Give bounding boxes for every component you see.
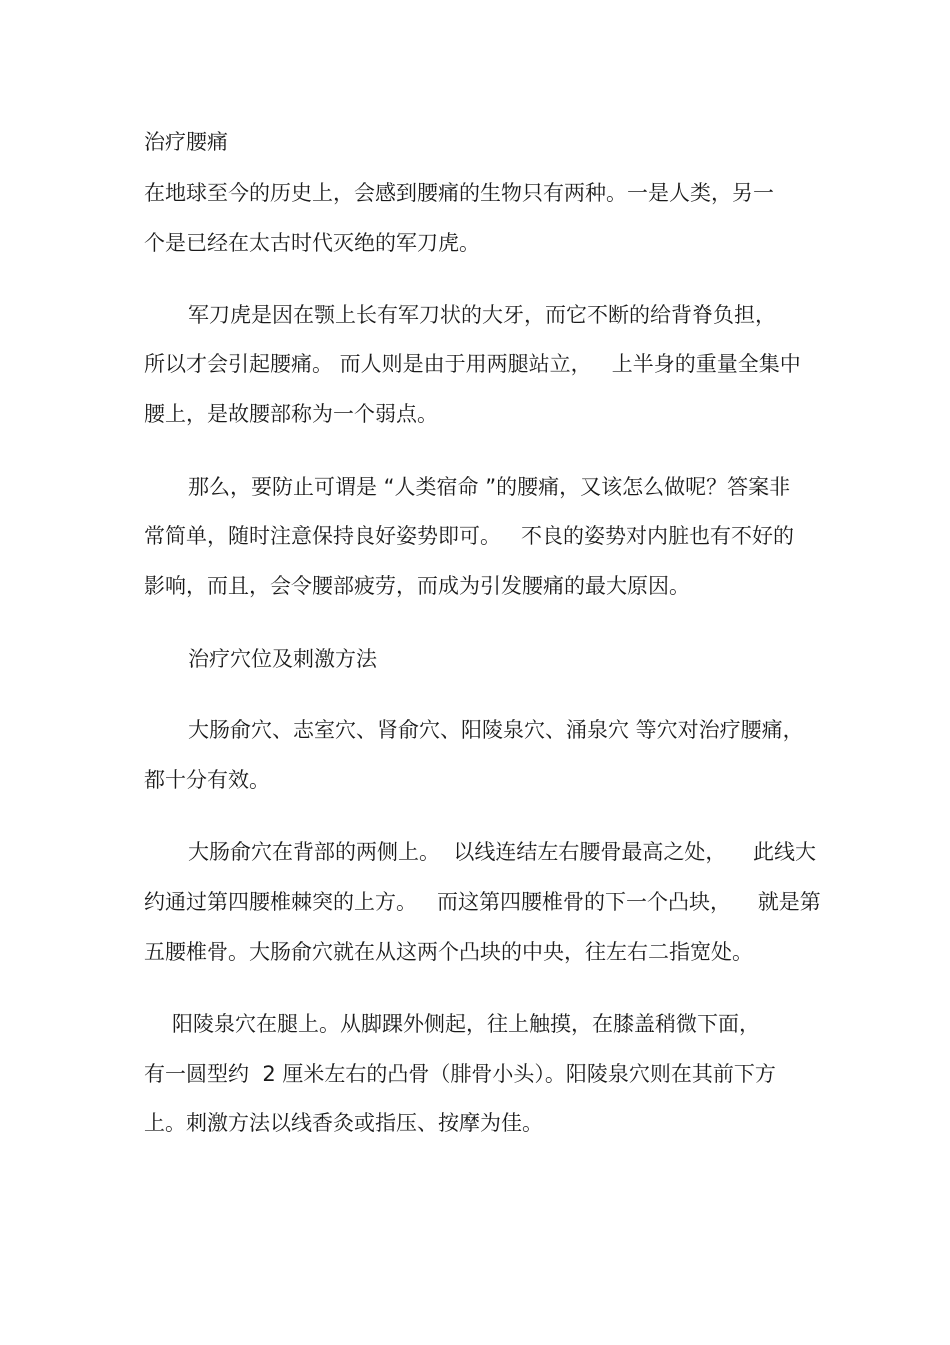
- document-title: 治疗腰痛: [144, 130, 228, 154]
- paragraph-line: 大肠俞穴、志室穴、肾俞穴、阳陵泉穴、涌泉穴 等穴对治疗腰痛，: [188, 718, 804, 742]
- paragraph-line: 军刀虎是因在颚上长有军刀状的大牙，而它不断的给背脊负担，: [188, 303, 776, 327]
- paragraph-line: 在地球至今的历史上，会感到腰痛的生物只有两种。一是人类，另一: [144, 181, 774, 205]
- paragraph-line: 影响，而且，会令腰部疲劳，而成为引发腰痛的最大原因。: [144, 574, 690, 598]
- paragraph-line: 个是已经在太古时代灭绝的军刀虎。: [144, 231, 480, 255]
- section-heading-text: 治疗穴位及刺激方法: [188, 647, 377, 671]
- paragraph-line: 腰上，是故腰部称为一个弱点。: [144, 402, 438, 426]
- paragraph-line: 上。刺激方法以线香灸或指压、按摩为佳。: [144, 1111, 543, 1135]
- paragraph-line: 五腰椎骨。大肠俞穴就在从这两个凸块的中央，往左右二指宽处。: [144, 940, 753, 964]
- paragraph-line: 所以才会引起腰痛。 而人则是由于用两腿站立， 上半身的重量全集中: [144, 352, 801, 376]
- paragraph-line: 有一圆型约 2 厘米左右的凸骨（腓骨小头）。阳陵泉穴则在其前下方: [144, 1062, 776, 1086]
- paragraph-line: 约通过第四腰椎棘突的上方。 而这第四腰椎骨的下一个凸块， 就是第: [144, 890, 821, 914]
- paragraph-line: 阳陵泉穴在腿上。从脚踝外侧起，往上触摸，在膝盖稍微下面，: [172, 1012, 760, 1036]
- paragraph-line: 常简单，随时注意保持良好姿势即可。 不良的姿势对内脏也有不好的: [144, 524, 795, 548]
- paragraph-line: 大肠俞穴在背部的两侧上。 以线连结左右腰骨最高之处， 此线大: [188, 840, 817, 864]
- paragraph-line: 都十分有效。: [144, 768, 270, 792]
- paragraph-line: 那么，要防止可谓是 “人类宿命 ”的腰痛，又该怎么做呢？答案非: [188, 475, 791, 499]
